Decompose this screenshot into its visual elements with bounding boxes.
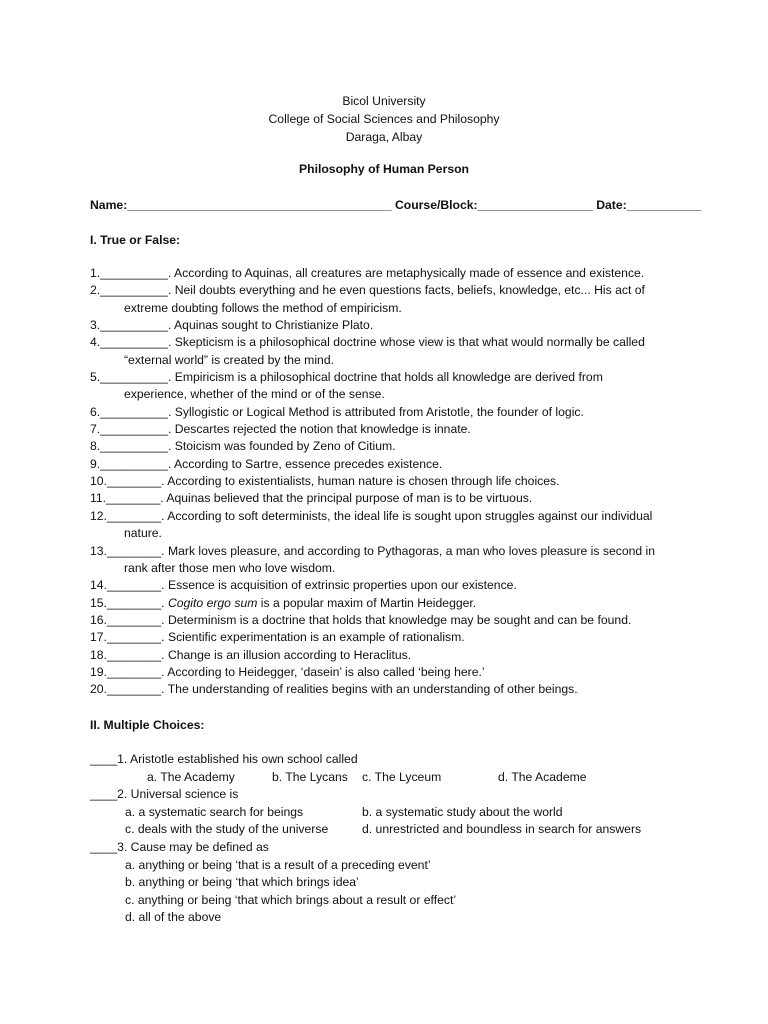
tf-item: 19.________. According to Heidegger, ‘dasein’ is also called ‘being here.’: [90, 664, 485, 679]
multiple-choice-list: [90, 751, 680, 927]
mc-options-2b: [90, 821, 680, 839]
tf-item: 1.__________. According to Aquinas, all creatures are metaphysically made of essence and existence.: [90, 266, 645, 280]
tf-item: 12.________. According to soft determinists, the ideal life is sought upon struggles against our individual: [90, 508, 653, 523]
tf-item: 8.__________. Stoicism was founded by Zeno of Citium.: [90, 439, 396, 454]
exam-title: Philosophy of Human Person: [299, 162, 469, 176]
tf-item-continuation: rank after those men who love wisdom.: [124, 560, 336, 575]
mc-option: a. The Academy: [147, 769, 235, 784]
tf-item: 11.________. Aquinas believed that the principal purpose of man is to be virtuous.: [90, 491, 533, 506]
mc-question-2: ____2. Universal science is: [90, 787, 239, 802]
mc-option: d. The Academe: [498, 769, 587, 784]
tf-item: 15.________. Cogito ergo sum is a popular maxim of Martin Heidegger.: [90, 595, 477, 610]
tf-item-continuation: nature.: [124, 526, 162, 541]
mc-option: b. a systematic study about the world: [362, 804, 563, 819]
college-name: College of Social Sciences and Philosophy: [268, 112, 500, 126]
tf-item: 6.__________. Syllogistic or Logical Method is attributed from Aristotle, the founder of logic.: [90, 404, 584, 419]
tf-item: 17.________. Scientific experimentation is an example of rationalism.: [90, 630, 465, 645]
mc-options-2: [90, 804, 680, 822]
mc-option: a. a systematic search for beings: [125, 804, 304, 819]
tf-item: 14.________. Essence is acquisition of extrinsic properties upon our existence.: [90, 578, 517, 593]
tf-item: 9.__________. According to Sartre, essence precedes existence.: [90, 456, 443, 471]
true-false-list: [90, 265, 680, 699]
tf-item: 3.__________. Aquinas sought to Christianize Plato.: [90, 318, 374, 333]
tf-item-continuation: extreme doubting follows the method of empiricism.: [124, 300, 402, 315]
tf-item: 5.__________. Empiricism is a philosophical doctrine that holds all knowledge are derived from: [90, 370, 603, 385]
mc-option: c. deals with the study of the universe: [125, 822, 329, 837]
document-header: [0, 92, 768, 146]
mc-option: d. unrestricted and boundless in search for answers: [362, 822, 642, 837]
tf-item-continuation: “external world” is created by the mind.: [124, 352, 334, 367]
student-info-line: Name:_______________________________________ Course/Block:_________________ Date:___________: [90, 198, 702, 212]
mc-question-1: ____1. Aristotle established his own school called: [90, 752, 358, 766]
mc-option: d. all of the above: [125, 910, 222, 925]
tf-item: 10.________. According to existentialists, human nature is chosen through life choices.: [90, 474, 560, 489]
mc-options-1: [90, 769, 680, 787]
mc-option: b. The Lycans: [272, 769, 348, 784]
tf-item: 2.__________. Neil doubts everything and he even questions facts, beliefs, knowledge, etc... His act of: [90, 283, 645, 298]
latin-maxim: Cogito ergo sum: [167, 595, 258, 610]
tf-item: 18.________. Change is an illusion according to Heraclitus.: [90, 647, 412, 662]
university-name: Bicol University: [342, 94, 426, 108]
tf-item: 16.________. Determinism is a doctrine that holds that knowledge may be sought and can be found.: [90, 612, 632, 627]
section-true-false-title: I. True or False:: [90, 233, 181, 247]
mc-option: a. anything or being ‘that is a result of a preceding event’: [125, 857, 431, 872]
tf-item: 13.________. Mark loves pleasure, and according to Pythagoras, a man who loves pleasure is second in: [90, 543, 656, 558]
mc-option: c. anything or being ‘that which brings about a result or effect’: [125, 892, 457, 907]
mc-option: c. The Lyceum: [362, 769, 442, 784]
tf-item: 4.__________. Skepticism is a philosophical doctrine whose view is that what would normally be called: [90, 335, 645, 350]
location: Daraga, Albay: [345, 130, 423, 144]
section-multiple-choice-title: II. Multiple Choices:: [90, 718, 205, 732]
mc-option: b. anything or being ‘that which brings idea’: [125, 875, 359, 890]
tf-item: 7.__________. Descartes rejected the notion that knowledge is innate.: [90, 422, 471, 437]
tf-item: 20.________. The understanding of realities begins with an understanding of other beings.: [90, 682, 578, 697]
mc-question-3: ____3. Cause may be defined as: [90, 839, 269, 854]
tf-item-continuation: experience, whether of the mind or of the sense.: [124, 387, 385, 402]
